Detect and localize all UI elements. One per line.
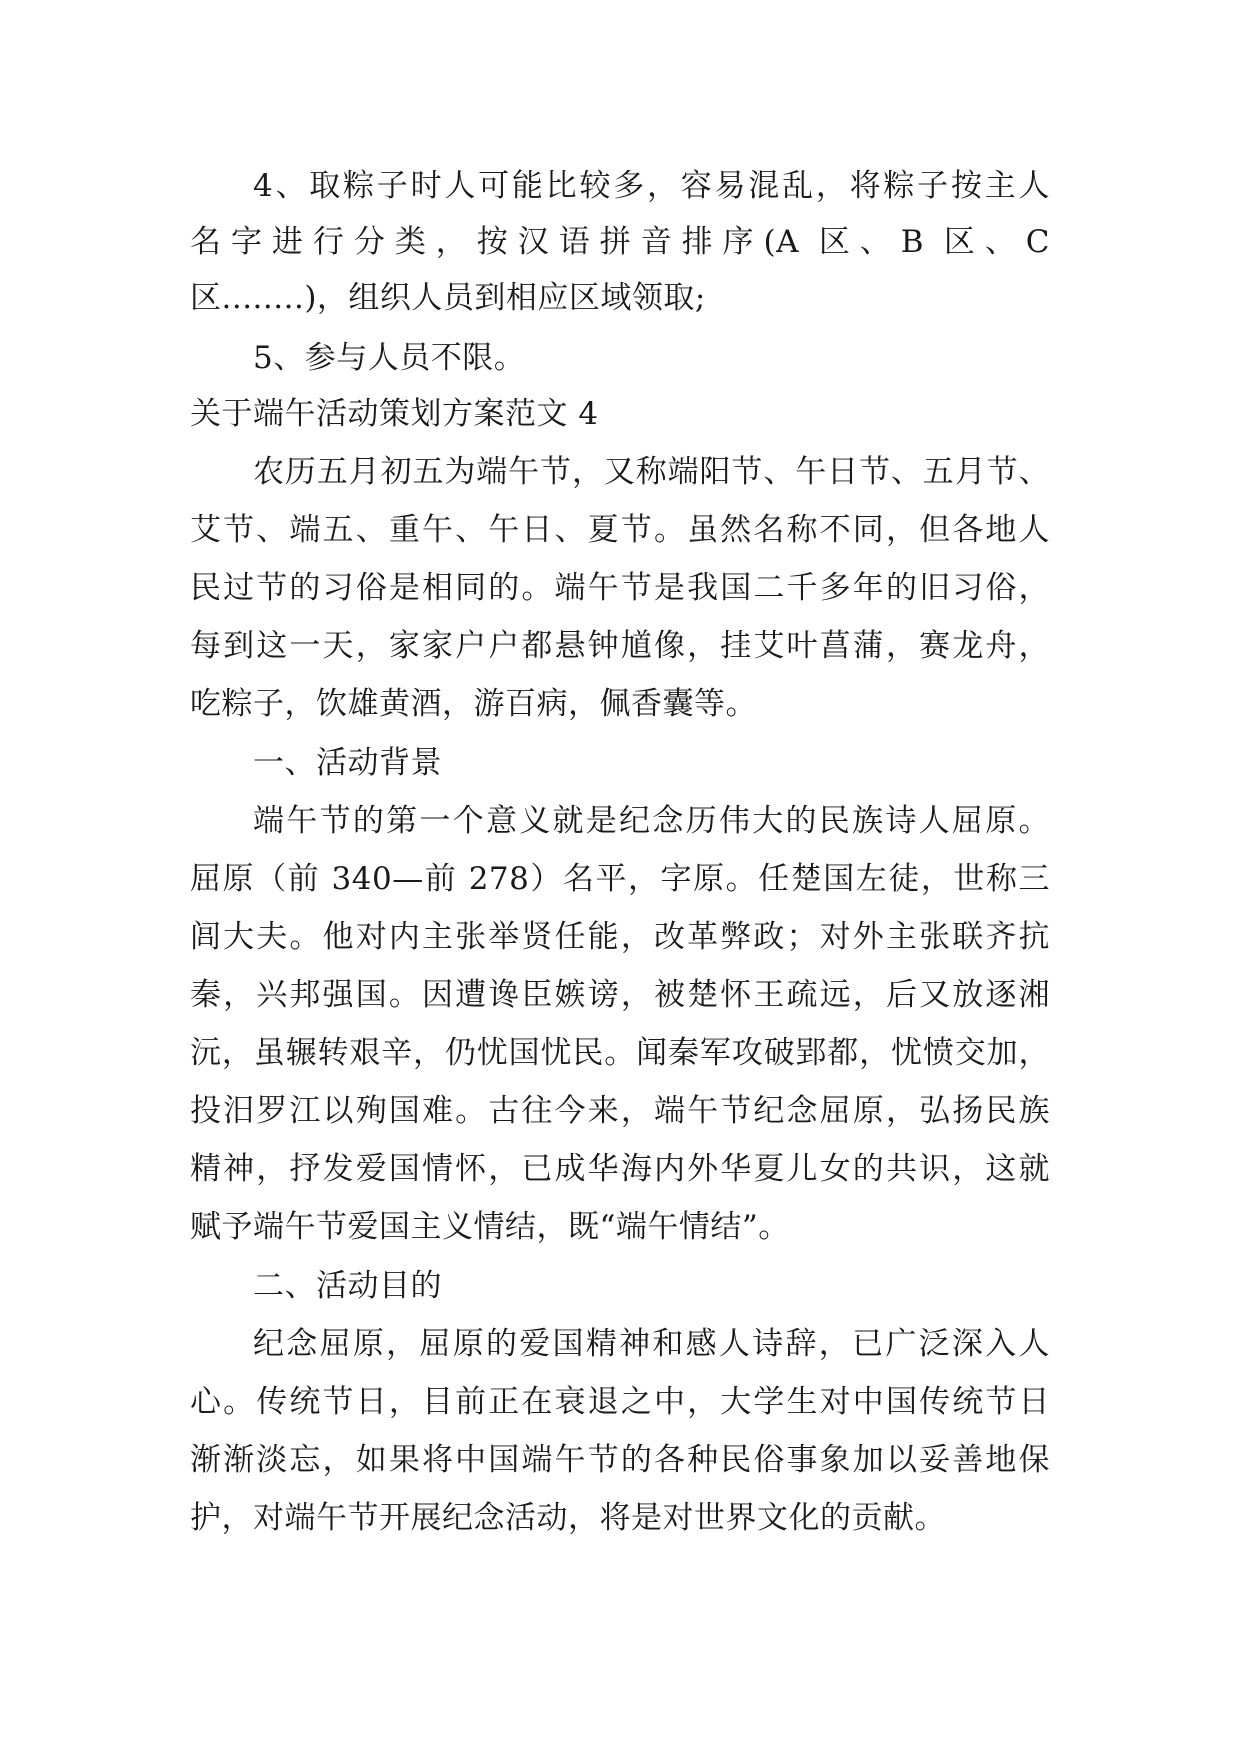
paragraph-line: 5、参与人员不限。 xyxy=(253,340,526,376)
paragraph-line: 4、取粽子时人可能比较多，容易混乱，将粽子按主人 xyxy=(253,168,1050,204)
paragraph-line: 沅，虽辗转艰辛，仍忧国忧民。闻秦军攻破郢都，忧愤交加， xyxy=(190,1035,1050,1071)
paragraph-line: 区........)，组织人员到相应区域领取; xyxy=(190,280,706,316)
section-heading: 一、活动背景 xyxy=(253,745,442,781)
paragraph-line: 艾节、端五、重午、午日、夏节。虽然名称不同，但各地人 xyxy=(190,512,1050,548)
paragraph-line: 秦，兴邦强国。因遭谗臣嫉谤，被楚怀王疏远，后又放逐湘 xyxy=(190,977,1050,1013)
paragraph-line: 心。传统节日，目前正在衰退之中，大学生对中国传统节日 xyxy=(190,1384,1050,1420)
paragraph-line: 每到这一天，家家户户都悬钟馗像，挂艾叶菖蒲，赛龙舟， xyxy=(190,628,1050,664)
paragraph-line: 闾大夫。他对内主张举贤任能，改革弊政；对外主张联齐抗 xyxy=(190,919,1050,955)
section-heading: 二、活动目的 xyxy=(253,1268,442,1304)
paragraph-line: 护，对端午节开展纪念活动，将是对世界文化的贡献。 xyxy=(190,1500,946,1536)
paragraph-line: 赋予端午节爱国主义情结，既“端午情结”。 xyxy=(190,1209,790,1245)
paragraph-line: 民过节的习俗是相同的。端午节是我国二千多年的旧习俗， xyxy=(190,570,1050,606)
section-title: 关于端午活动策划方案范文 4 xyxy=(190,396,599,432)
paragraph-line: 纪念屈原，屈原的爱国精神和感人诗辞，已广泛深入人 xyxy=(253,1326,1050,1362)
paragraph-line: 投汨罗江以殉国难。古往今来，端午节纪念屈原，弘扬民族 xyxy=(190,1093,1050,1129)
paragraph-line: 屈原（前 340—前 278）名平，字原。任楚国左徒，世称三 xyxy=(190,861,1050,897)
paragraph-line: 农历五月初五为端午节，又称端阳节、午日节、五月节、 xyxy=(253,454,1050,490)
paragraph-line: 渐渐淡忘，如果将中国端午节的各种民俗事象加以妥善地保 xyxy=(190,1442,1050,1478)
paragraph-line: 精神，抒发爱国情怀，已成华海内外华夏儿女的共识，这就 xyxy=(190,1151,1050,1187)
paragraph-line: 吃粽子，饮雄黄酒，游百病，佩香囊等。 xyxy=(190,686,757,722)
paragraph-line: 名字进行分类，按汉语拼音排序(A 区、B 区、C xyxy=(190,224,1051,260)
paragraph-line: 端午节的第一个意义就是纪念历伟大的民族诗人屈原。 xyxy=(253,803,1050,839)
